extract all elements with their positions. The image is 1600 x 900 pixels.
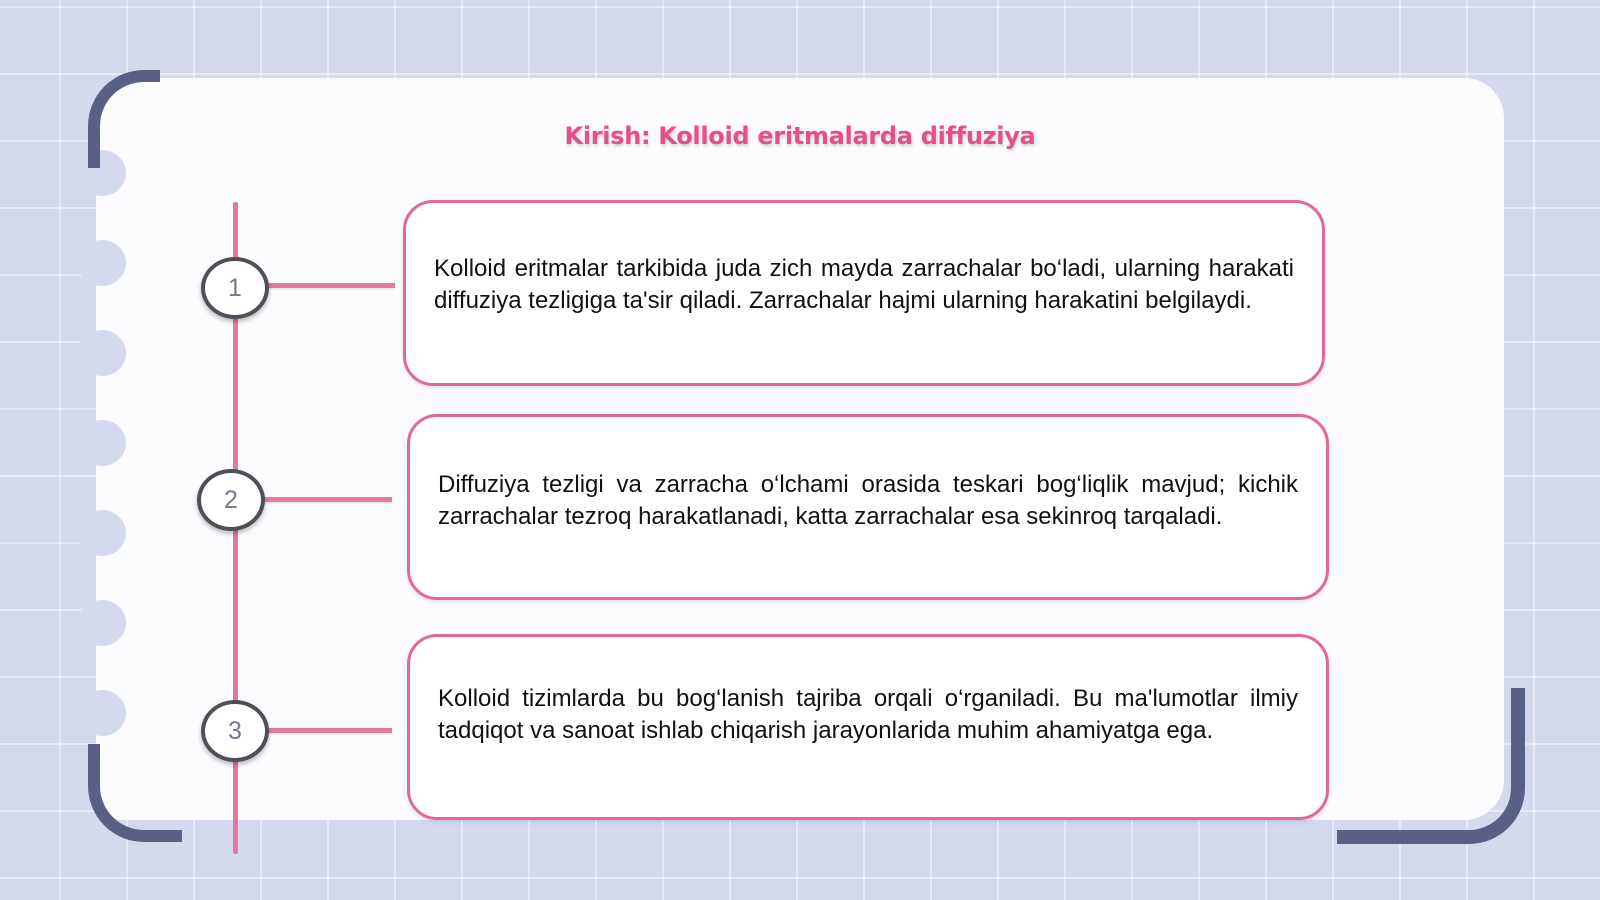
step-text-2: Diffuziya tezligi va zarracha o‘lchami orasida teskari bog‘liqlik mavjud; kichik zarrachalar tezroq harakatlanadi, katta zarrachalar esa sekinroq tarqaladi. bbox=[438, 471, 1298, 530]
corner-bracket-bottom-right bbox=[1337, 688, 1525, 844]
timeline-connector-1 bbox=[262, 283, 395, 288]
step-number-2: 2 bbox=[197, 469, 265, 531]
paper-notch bbox=[78, 330, 126, 376]
step-text-1: Kolloid eritmalar tarkibida juda zich mayda zarrachalar bo‘ladi, ularning harakati diffuziya tezligiga ta'sir qiladi. Zarrachalar hajmi ularning harakatini belgilaydi. bbox=[434, 255, 1294, 314]
slide-title: Kirish: Kolloid eritmalarda diffuziya bbox=[564, 122, 1036, 150]
paper-notch bbox=[78, 600, 126, 646]
corner-bracket-top-left bbox=[88, 70, 160, 168]
step-number-1: 1 bbox=[201, 257, 269, 319]
timeline-connector-2 bbox=[258, 497, 392, 502]
paper-notch bbox=[78, 240, 126, 286]
paper-notch bbox=[78, 420, 126, 466]
step-card-2 bbox=[407, 414, 1329, 600]
step-card-3 bbox=[407, 634, 1329, 820]
paper-notch bbox=[78, 690, 126, 736]
paper-notch bbox=[78, 510, 126, 556]
corner-bracket-bottom-left bbox=[88, 744, 182, 842]
step-card-1 bbox=[403, 200, 1325, 386]
step-text-3: Kolloid tizimlarda bu bog‘lanish tajriba orqali o‘rganiladi. Bu ma'lumotlar ilmiy tadqiqot va sanoat ishlab chiqarish jarayonlarida muhim ahamiyatga ega. bbox=[438, 685, 1298, 744]
timeline-connector-3 bbox=[262, 728, 392, 733]
step-number-3: 3 bbox=[201, 700, 269, 762]
